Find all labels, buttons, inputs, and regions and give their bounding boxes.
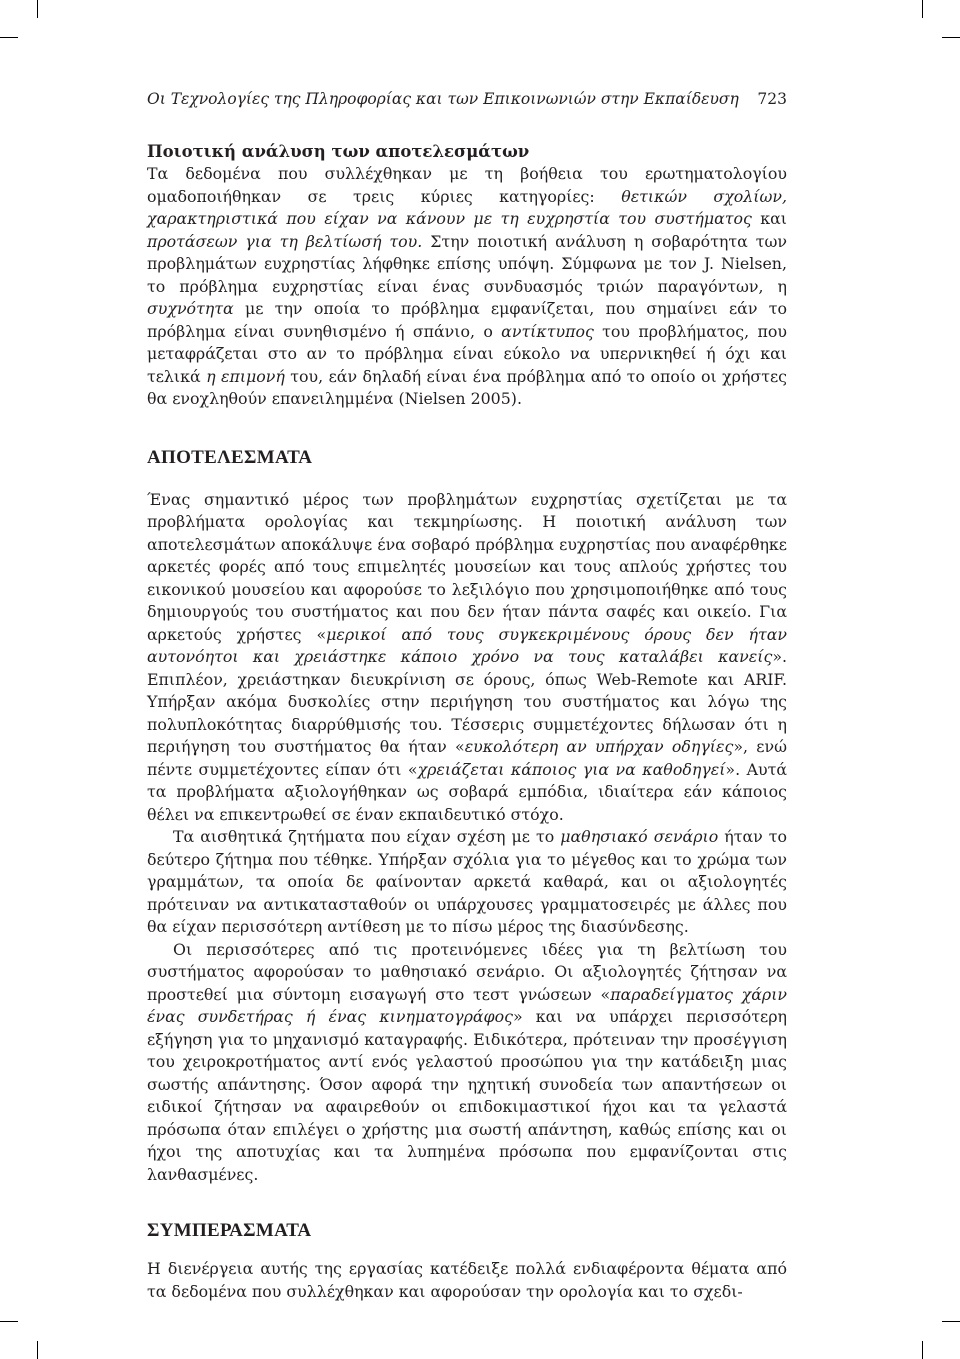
crop-mark — [922, 1341, 923, 1359]
subheading-qualitative-analysis: Ποιοτική ανάλυση των αποτελεσμάτων — [147, 142, 530, 161]
crop-mark — [0, 1321, 18, 1322]
running-head — [147, 90, 787, 108]
section-heading-conclusions: ΣΥΜΠΕΡΑΣΜΑΤΑ — [147, 1220, 312, 1241]
page-number: 723 — [757, 90, 787, 108]
section-heading-results: ΑΠΟΤΕΛΕΣΜΑΤΑ — [147, 446, 313, 468]
page-body — [147, 90, 787, 1303]
paragraph-qualitative-analysis: Τα δεδομένα που συλλέχθηκαν με τη βοήθεια του ερωτηματολογίου ομαδοποιήθηκαν σε τρεις κύριες κατηγορίες: θετικών σχολίων, χαρακτηριστικά που είχαν να κάνουν με τη ευχρηστία του συστήματος και προτάσεων για τη βελτίωσή του. Στην ποιοτική ανάλυση η σοβαρότητα των προβλημάτων ευχρηστίας λήφθηκε επίσης υπόψη. Σύμφωνα με τον J. Nielsen, το πρόβλημα ευχρηστίας είναι ένας συνδυασμός τριών παραγόντων, η συχνότητα με την οποία το πρόβλημα εμφανίζεται, που σημαίνει εάν το πρόβλημα είναι συνηθισμένο ή σπάνιο, ο αντίκτυπος του προβλήματος, που μεταφράζεται στο αν το πρόβλημα είναι εύκολο να υπερνικηθεί ή όχι και τελικά η επιμονή του, εάν δηλαδή είναι ένα πρόβλημα από το οποίο οι χρήστες θα ενοχληθούν επανειλημμένα (Nielsen 2005). — [147, 164, 788, 408]
paragraph-results-1: Ένας σημαντικό μέρος των προβλημάτων ευχρηστίας σχετίζεται με τα προβλήματα ορολογίας και τεκμηρίωσης. Η ποιοτική ανάλυση των αποτελεσμάτων αποκάλυψε ένα σοβαρό πρόβλημα ευχρηστίας που αναφέρθηκε αρκετές φορές από τους επιμελητές μουσείων και τους απλούς χρήστες του εικονικού μουσείου και αφορούσε το λεξιλόγιο που χρησιμοποιήθηκε από τους δημιουργούς του συστήματος και που δεν ήταν πάντα σαφές και οικείο. Για αρκετούς χρήστες «μερικοί από τους συγκεκριμένους όρους δεν ήταν αυτονόητοι και χρειάστηκε κάποιο χρόνο να τους καταλάβει κανείς». Επιπλέον, χρειάστηκαν διευκρίνιση σε όρους, όπως Web-Remote και ARIF. Υπήρξαν ακόμα δυσκολίες στην περιήγηση του συστήματος και λόγω της πολυπλοκότητας διαρρύθμισής του. Τέσσερις συμμετέχοντες δήλωσαν ότι η περιήγηση του συστήματος θα ήταν «ευκολότερη αν υπήρχαν οδηγίες», ενώ πέντε συμμετέχοντες είπαν ότι «χρειάζεται κάποιος για να καθοδηγεί». Αυτά τα προβλήματα αξιολογήθηκαν ως σοβαρά εμπόδια, ιδιαίτερα εάν κάποιος θέλει να επικεντρωθεί σε έναν εκπαιδευτικό στόχο. — [147, 489, 788, 824]
crop-mark — [922, 0, 923, 18]
paragraph-results-3: Οι περισσότερες από τις προτεινόμενες ιδέες για τη βελτίωση του συστήματος αφορούσαν το μαθησιακό σενάριο. Οι αξιολογητές ζήτησαν να προστεθεί μια σύντομη εισαγωγή στο τεστ γνώσεων «παραδείγματος χάριν ένας συνδετήρας ή ένας κινηματογράφος» και να υπάρχει περισσότερη εξήγηση για το μηχανισμό καταγραφής. Ειδικότερα, πρότειναν την προσέγγιση του χειροκροτήματος αντί ενός γελαστού προσώπου για την κατάδειξη μιας σωστής απάντησης. Όσον αφορά την ηχητική συνοδεία των απαντήσεων οι ειδικοί ζήτησαν να αφαιρεθούν οι επιδοκιμαστικοί ήχοι και τα γελαστά πρόσωπα όταν επιλέγει ο χρήστης μια σωστή απάντηση, καθώς επίσης και οι ήχοι της αποτυχίας και τα λυπημένα πρόσωπα που εμφανίζονται στις λανθασμένες. — [147, 939, 787, 1184]
running-head-title: Οι Τεχνολογίες της Πληροφορίας και των Επικοινωνιών στην Εκπαίδευση — [147, 90, 739, 108]
crop-mark — [37, 0, 38, 18]
paragraph-conclusions: Η διενέργεια αυτής της εργασίας κατέδειξε πολλά ενδιαφέροντα θέματα από τα δεδομένα που συλλέχθηκαν και αφορούσαν την ορολογία και το σχεδι- — [147, 1259, 787, 1301]
paragraph-results-2: Τα αισθητικά ζητήματα που είχαν σχέση με το μαθησιακό σενάριο ήταν το δεύτερο ζήτημα που τέθηκε. Υπήρξαν σχόλια για το μέγεθος και το χρώμα των γραμμάτων, τα οποία δε φαίνονταν αρκετά καθαρά, και οι αξιολογητές πρότειναν να αντικατασταθούν οι υπάρχουσες γραμματοσειρές με άλλες που θα είχαν περισσότερη αντίθεση με το πίσω μέρος της διασύνδεσης. — [147, 827, 787, 936]
crop-mark — [37, 1341, 38, 1359]
crop-mark — [942, 37, 960, 38]
crop-mark — [0, 37, 18, 38]
crop-mark — [942, 1321, 960, 1322]
